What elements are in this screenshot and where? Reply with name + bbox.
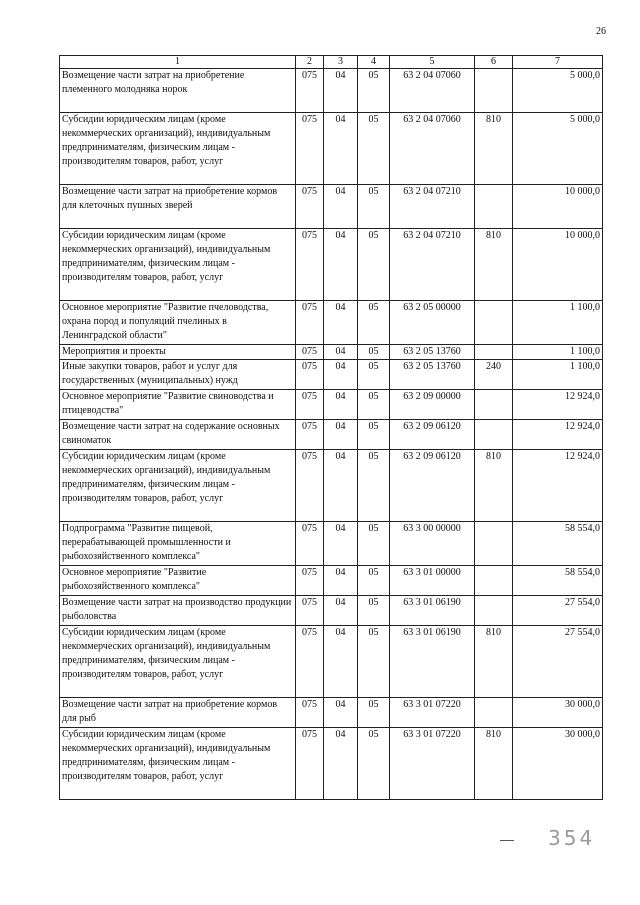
cell-rz: 04: [324, 390, 358, 420]
cell-target-code: 63 2 09 00000: [390, 390, 475, 420]
cell-target-code: 63 2 04 07210: [390, 229, 475, 301]
cell-gr: 075: [296, 596, 324, 626]
cell-gr: 075: [296, 69, 324, 113]
cell-expense-type: 810: [475, 113, 513, 185]
cell-rz: 04: [324, 728, 358, 800]
table-row: [60, 728, 603, 800]
cell-rz: 04: [324, 522, 358, 566]
footer-dash: [500, 840, 514, 841]
header-cell: 7: [513, 56, 603, 69]
row-name: Субсидии юридическим лицам (кроме некоммерческих организаций), индивидуальным предпринимателям, физическим лицам - производителям товаров, работ, услуг: [60, 728, 296, 800]
cell-pr: 05: [358, 698, 390, 728]
cell-gr: 075: [296, 626, 324, 698]
cell-expense-type: 810: [475, 728, 513, 800]
cell-gr: 075: [296, 698, 324, 728]
cell-amount: 27 554,0: [513, 626, 603, 698]
cell-amount: 1 100,0: [513, 345, 603, 360]
cell-rz: 04: [324, 229, 358, 301]
cell-gr: 075: [296, 301, 324, 345]
cell-gr: 075: [296, 113, 324, 185]
cell-pr: 05: [358, 566, 390, 596]
table-row: [60, 626, 603, 698]
cell-amount: 1 100,0: [513, 360, 603, 390]
cell-amount: 58 554,0: [513, 522, 603, 566]
cell-rz: 04: [324, 345, 358, 360]
cell-expense-type: [475, 301, 513, 345]
cell-pr: 05: [358, 69, 390, 113]
cell-pr: 05: [358, 522, 390, 566]
cell-expense-type: 810: [475, 229, 513, 301]
table-row: [60, 113, 603, 185]
cell-amount: 5 000,0: [513, 69, 603, 113]
cell-pr: 05: [358, 360, 390, 390]
cell-amount: 12 924,0: [513, 450, 603, 522]
header-cell: 4: [358, 56, 390, 69]
cell-amount: 12 924,0: [513, 390, 603, 420]
budget-table: [59, 55, 603, 800]
cell-expense-type: 240: [475, 360, 513, 390]
cell-target-code: 63 2 05 13760: [390, 345, 475, 360]
table-row: [60, 698, 603, 728]
header-cell: 3: [324, 56, 358, 69]
cell-gr: 075: [296, 450, 324, 522]
cell-amount: 27 554,0: [513, 596, 603, 626]
cell-rz: 04: [324, 698, 358, 728]
cell-expense-type: [475, 420, 513, 450]
cell-pr: 05: [358, 626, 390, 698]
cell-target-code: 63 3 01 06190: [390, 626, 475, 698]
row-name: Возмещение части затрат на приобретение племенного молодняка норок: [60, 69, 296, 113]
table-row: [60, 229, 603, 301]
row-name: Иные закупки товаров, работ и услуг для государственных (муниципальных) нужд: [60, 360, 296, 390]
cell-pr: 05: [358, 728, 390, 800]
header-cell: 2: [296, 56, 324, 69]
row-name: Мероприятия и проекты: [60, 345, 296, 360]
cell-gr: 075: [296, 360, 324, 390]
row-name: Основное мероприятие "Развитие свиноводства и птицеводства": [60, 390, 296, 420]
cell-gr: 075: [296, 229, 324, 301]
cell-expense-type: [475, 345, 513, 360]
cell-rz: 04: [324, 113, 358, 185]
row-name: Возмещение части затрат на содержание основных свиноматок: [60, 420, 296, 450]
cell-pr: 05: [358, 345, 390, 360]
cell-expense-type: [475, 390, 513, 420]
cell-pr: 05: [358, 113, 390, 185]
cell-gr: 075: [296, 728, 324, 800]
cell-target-code: 63 3 01 00000: [390, 566, 475, 596]
cell-target-code: 63 2 09 06120: [390, 450, 475, 522]
cell-expense-type: [475, 522, 513, 566]
cell-rz: 04: [324, 185, 358, 229]
cell-rz: 04: [324, 360, 358, 390]
cell-amount: 1 100,0: [513, 301, 603, 345]
row-name: Субсидии юридическим лицам (кроме некоммерческих организаций), индивидуальным предпринимателям, физическим лицам - производителям товаров, работ, услуг: [60, 229, 296, 301]
table-row: [60, 390, 603, 420]
cell-target-code: 63 2 04 07060: [390, 113, 475, 185]
cell-gr: 075: [296, 566, 324, 596]
table-row: [60, 566, 603, 596]
row-name: Субсидии юридическим лицам (кроме некоммерческих организаций), индивидуальным предпринимателям, физическим лицам - производителям товаров, работ, услуг: [60, 113, 296, 185]
cell-expense-type: [475, 185, 513, 229]
table-row: [60, 450, 603, 522]
cell-amount: 30 000,0: [513, 728, 603, 800]
cell-gr: 075: [296, 522, 324, 566]
cell-rz: 04: [324, 69, 358, 113]
table-row: [60, 345, 603, 360]
cell-pr: 05: [358, 450, 390, 522]
row-name: Субсидии юридическим лицам (кроме некоммерческих организаций), индивидуальным предпринимателям, физическим лицам - производителям товаров, работ, услуг: [60, 626, 296, 698]
cell-gr: 075: [296, 420, 324, 450]
cell-amount: 5 000,0: [513, 113, 603, 185]
cell-amount: 58 554,0: [513, 566, 603, 596]
cell-target-code: 63 3 00 00000: [390, 522, 475, 566]
row-name: Субсидии юридическим лицам (кроме некоммерческих организаций), индивидуальным предпринимателям, физическим лицам - производителям товаров, работ, услуг: [60, 450, 296, 522]
table-row: [60, 69, 603, 113]
row-name: Возмещение части затрат на приобретение кормов для клеточных пушных зверей: [60, 185, 296, 229]
cell-target-code: 63 3 01 06190: [390, 596, 475, 626]
cell-target-code: 63 3 01 07220: [390, 728, 475, 800]
cell-target-code: 63 3 01 07220: [390, 698, 475, 728]
cell-target-code: 63 2 09 06120: [390, 420, 475, 450]
cell-amount: 12 924,0: [513, 420, 603, 450]
row-name: Подпрограмма "Развитие пищевой, перерабатывающей промышленности и рыбохозяйственного комплекса": [60, 522, 296, 566]
cell-expense-type: [475, 596, 513, 626]
cell-pr: 05: [358, 185, 390, 229]
row-name: Основное мероприятие "Развитие рыбохозяйственного комплекса": [60, 566, 296, 596]
cell-amount: 10 000,0: [513, 185, 603, 229]
cell-rz: 04: [324, 450, 358, 522]
row-name: Возмещение части затрат на производство продукции рыболовства: [60, 596, 296, 626]
cell-expense-type: [475, 698, 513, 728]
cell-gr: 075: [296, 390, 324, 420]
page-number: 26: [596, 26, 606, 37]
cell-rz: 04: [324, 420, 358, 450]
cell-rz: 04: [324, 566, 358, 596]
cell-pr: 05: [358, 390, 390, 420]
cell-target-code: 63 2 04 07210: [390, 185, 475, 229]
table-body: [60, 69, 603, 800]
cell-pr: 05: [358, 420, 390, 450]
header-cell: 1: [60, 56, 296, 69]
header-cell: 5: [390, 56, 475, 69]
table-row: [60, 522, 603, 566]
cell-pr: 05: [358, 301, 390, 345]
row-name: Возмещение части затрат на приобретение кормов для рыб: [60, 698, 296, 728]
cell-target-code: 63 2 04 07060: [390, 69, 475, 113]
cell-gr: 075: [296, 185, 324, 229]
page-stamp: 354: [548, 826, 596, 850]
table-row: [60, 360, 603, 390]
cell-pr: 05: [358, 229, 390, 301]
table-row: [60, 420, 603, 450]
header-cell: 6: [475, 56, 513, 69]
header-row: [60, 56, 603, 69]
cell-rz: 04: [324, 596, 358, 626]
table-row: [60, 185, 603, 229]
cell-rz: 04: [324, 626, 358, 698]
cell-gr: 075: [296, 345, 324, 360]
table-row: [60, 596, 603, 626]
cell-rz: 04: [324, 301, 358, 345]
cell-amount: 30 000,0: [513, 698, 603, 728]
cell-pr: 05: [358, 596, 390, 626]
cell-expense-type: 810: [475, 450, 513, 522]
cell-amount: 10 000,0: [513, 229, 603, 301]
cell-target-code: 63 2 05 00000: [390, 301, 475, 345]
cell-target-code: 63 2 05 13760: [390, 360, 475, 390]
table-row: [60, 301, 603, 345]
cell-expense-type: 810: [475, 626, 513, 698]
cell-expense-type: [475, 69, 513, 113]
cell-expense-type: [475, 566, 513, 596]
row-name: Основное мероприятие "Развитие пчеловодства, охрана пород и популяций пчелиных в Ленинградской области": [60, 301, 296, 345]
